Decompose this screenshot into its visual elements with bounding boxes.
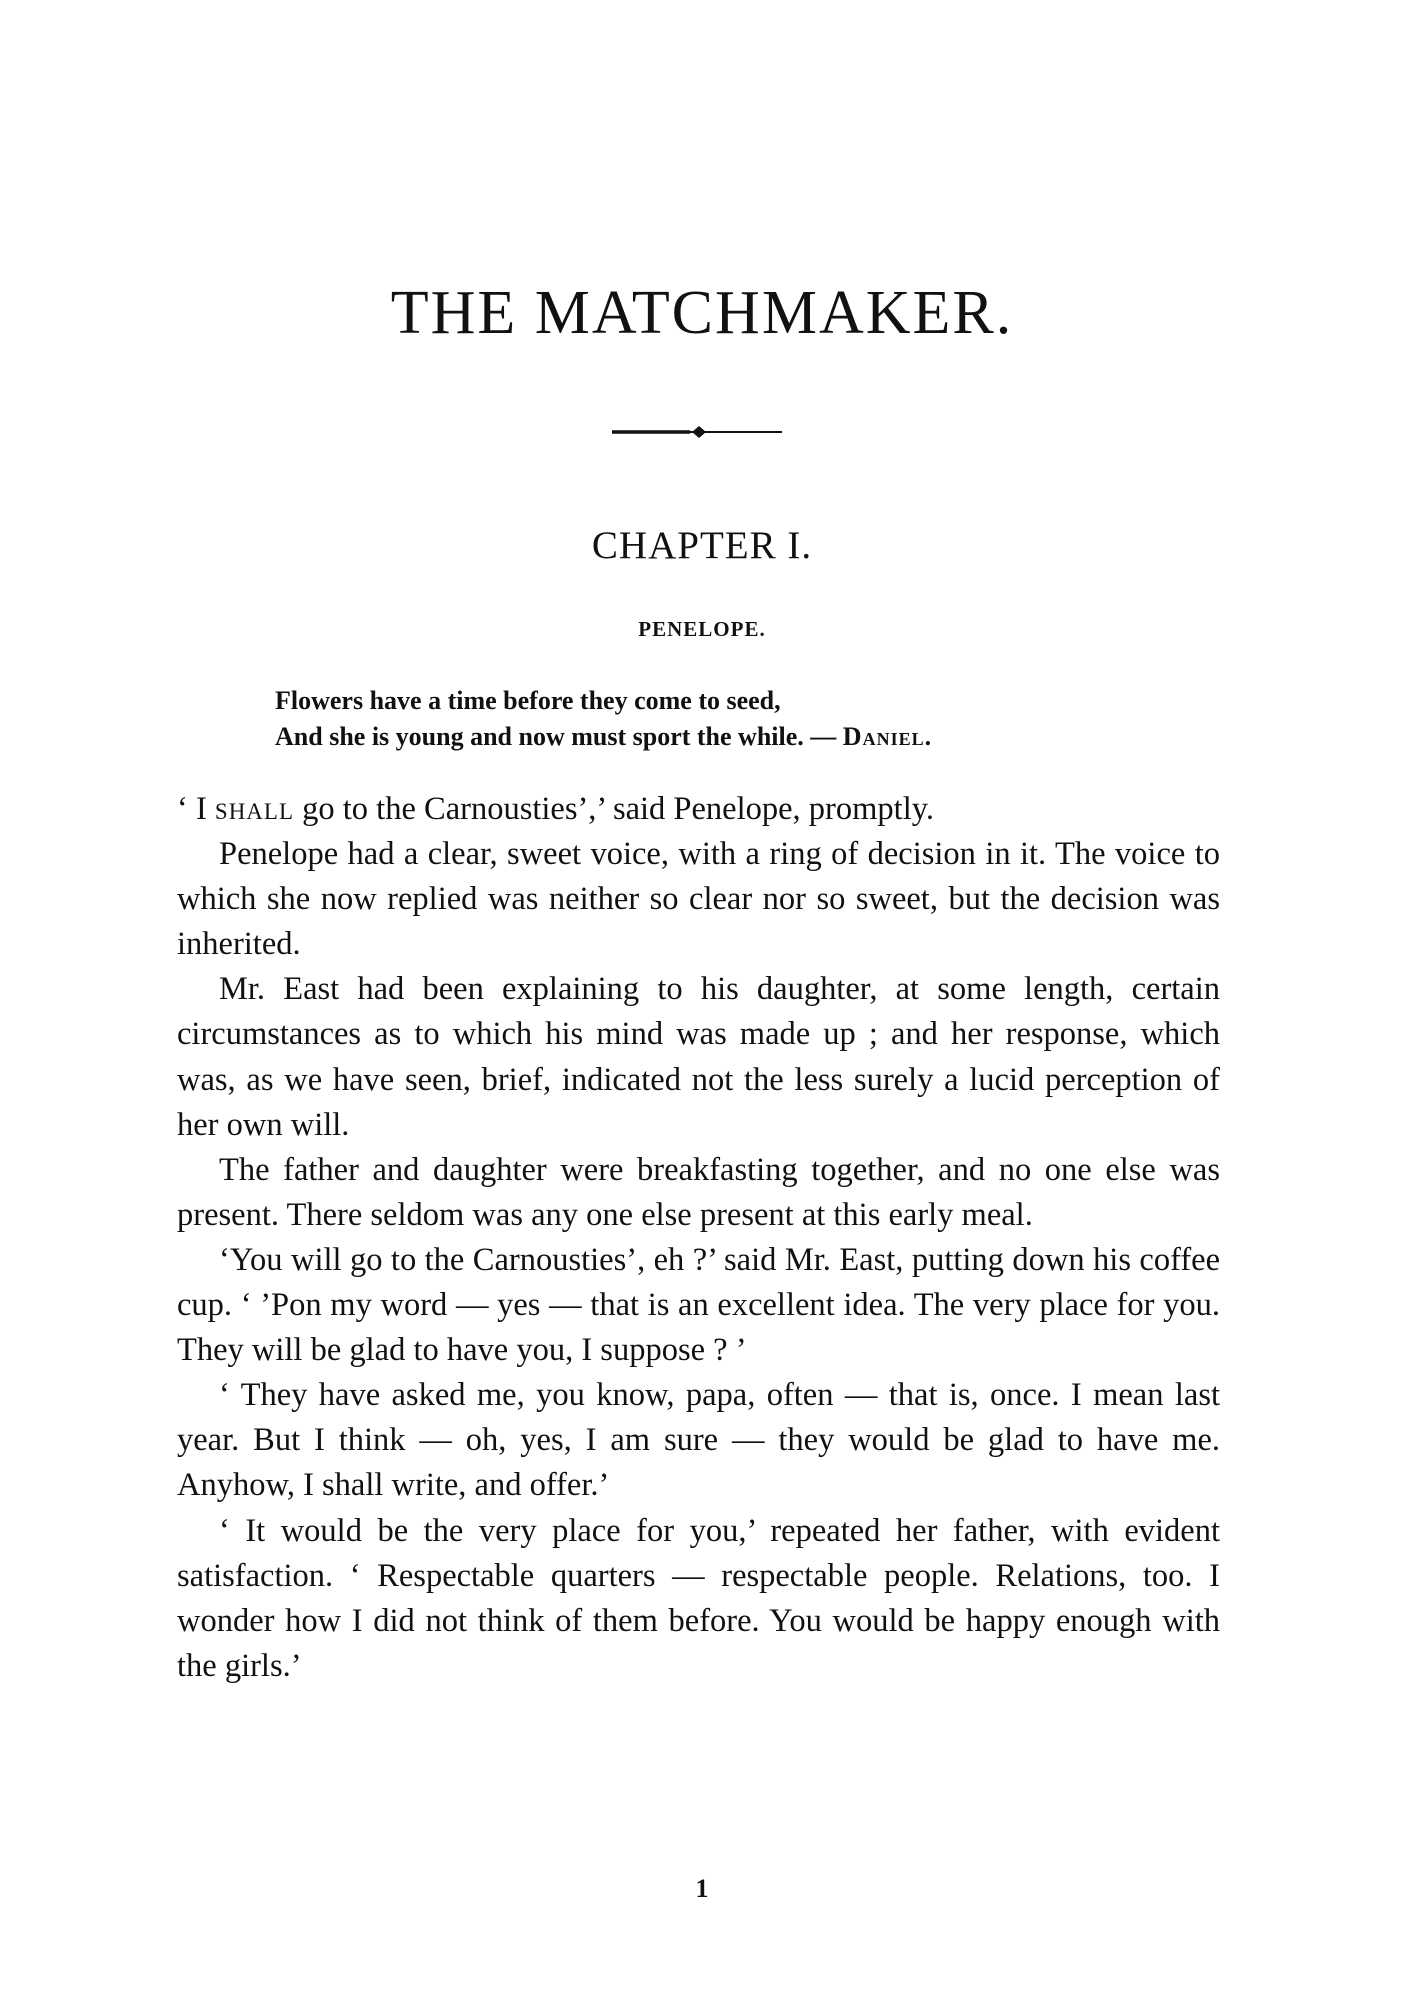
- chapter-body: [177, 787, 1220, 1689]
- ornament-divider-icon: [612, 426, 782, 438]
- chapter-heading: CHAPTER I.: [591, 524, 813, 567]
- epigraph-line: Flowers have a time before they come to seed,: [275, 686, 781, 715]
- paragraph: Penelope had a clear, sweet voice, with a ring of decision in it. The voice to which she now replied was neither so clear nor so sweet, but the decision was inherited.: [177, 836, 1220, 963]
- paragraph: The father and daughter were breakfasting together, and no one else was present. There seldom was any one else present at this early meal.: [177, 1151, 1220, 1233]
- chapter-subtitle: PENELOPE.: [638, 617, 766, 641]
- opening-quote: ‘ I: [177, 791, 215, 827]
- page-number: 1: [695, 1874, 709, 1903]
- paragraph: ‘ They have asked me, you know, papa, often — that is, once. I mean last year. But I think — oh, yes, I am sure — they would be glad to have me. Anyhow, I shall write, and offer.’: [177, 1377, 1220, 1504]
- epigraph-attribution: Daniel.: [842, 722, 933, 751]
- paragraph-text: go to the Carnousties’,’ said Penelope, promptly.: [294, 791, 934, 827]
- paragraph: ‘ It would be the very place for you,’ repeated her father, with evident satisfaction. ‘ Respectable quarters — respectable people. Relations, too. I wonder how I did not think of them before. You would be happy enough with the girls.’: [177, 1512, 1220, 1684]
- opening-smallcaps: shall: [214, 791, 295, 827]
- paragraph: [177, 787, 1220, 832]
- paragraph: Mr. East had been explaining to his daughter, at some length, certain circumstances as to which his mind was made up ; and her response, which was, as we have seen, brief, indicated not the less surely a lucid perception of her own will.: [177, 971, 1220, 1143]
- epigraph-line-text: And she is young and now must sport the while. —: [275, 722, 843, 751]
- paragraph: ‘You will go to the Carnousties’, eh ?’ said Mr. East, putting down his coffee cup. ‘ ’Pon my word — yes — that is an excellent idea. The very place for you. They will be glad to have you, I suppose ? ’: [177, 1241, 1220, 1369]
- epigraph-line: [275, 719, 1235, 755]
- book-title: THE MATCHMAKER.: [390, 279, 1014, 347]
- epigraph: [275, 683, 1235, 755]
